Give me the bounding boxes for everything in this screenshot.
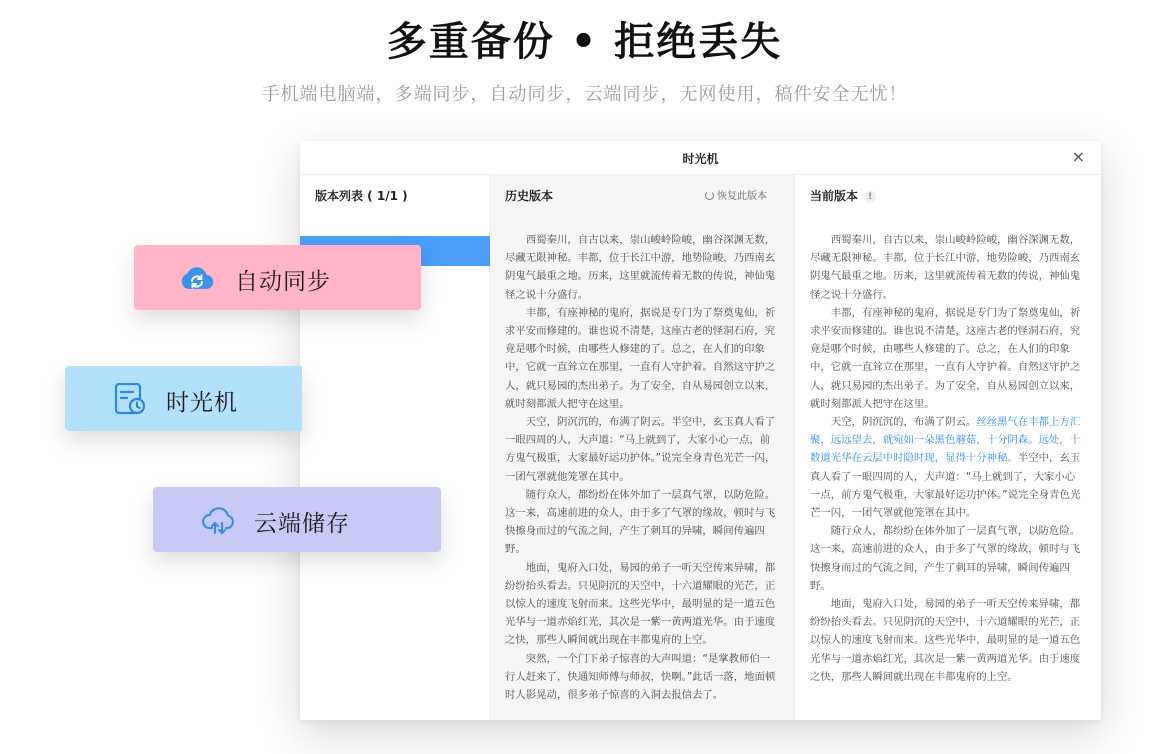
current-paragraph (810, 413, 1082, 522)
cloud-upload-icon (201, 504, 237, 536)
cloud-storage-label: 云端储存 (254, 511, 350, 537)
current-version-title-row (810, 187, 876, 204)
paragraph-text: 天空，阴沉沉的，布满了阴云。 (830, 416, 977, 429)
restore-version-button[interactable] (705, 187, 767, 202)
hero-subtitle: 手机端电脑端，多端同步，自动同步，云端同步，无网使用，稿件安全无忧！ (261, 84, 908, 105)
history-version-pane (490, 175, 795, 720)
time-machine-icon (112, 383, 148, 415)
changed-text-highlight: 丝丝黑气在丰都上方汇聚，远远望去，就宛如一朵黑色蘑菇，十分阴森。远处，十数道光华在云层中时隐时现，显得十分神秘。 (810, 416, 1081, 465)
current-paragraph: 随行众人，都纷纷在体外加了一层真气罩，以防危险。这一来，高速前进的众人，由于多了气罩的缘故，顿时与飞快擦身而过的气流之间，产生了刺耳的异啸，瞬间传遍四野。 (810, 525, 1081, 592)
restore-version-label: 恢复此版本 (717, 191, 767, 202)
info-icon[interactable]: ! (864, 191, 876, 203)
paragraph-text: 半空中，玄玉真人看了一眼四周的人，大声道：“马上就到了，大家小心一点，前方鬼气极重，大家最好运功护体。”说完全身青色光芒一闪，一团气罩就他笼罩在其中。 (810, 452, 1081, 520)
history-version-title: 历史版本 (505, 189, 554, 203)
history-paragraph: 地面，鬼府入口处，易园的弟子一听天空传来异啸，都纷纷抬头看去。只见阴沉的天空中，十六道耀眼的光芒，正以惊人的速度飞射而来。这些光华中，最明显的是一道五色光华与一道赤焰红光，其次是一紫一黄两道光华。由于速度之快，那些人瞬间就出现在丰都鬼府的上空。 (505, 561, 776, 647)
window-titlebar (300, 141, 1101, 175)
window-title: 时光机 (682, 152, 719, 166)
cloud-storage-card[interactable] (153, 487, 441, 552)
current-version-title: 当前版本 (810, 189, 859, 203)
current-paragraph: 地面，鬼府入口处，易园的弟子一听天空传来异啸，都纷纷抬头看去。只见阴沉的天空中，十六道耀眼的光芒，正以惊人的速度飞射而来。这些光华中，最明显的是一道五色光华与一道赤焰红光，其次是一紫一黄两道光华。由于速度之快，那些人瞬间就出现在丰都鬼府的上空。 (810, 598, 1081, 683)
hero-title: 多重备份 • 拒绝丢失 (386, 19, 783, 65)
history-paragraph: 突然，一个门下弟子惊喜的大声叫道：“是掌教师伯一行人赶来了，快通知师傅与师叔，快啊。”此话一落，地面顿时人影晃动，很多弟子惊喜的入洞去报信去了。 (505, 652, 776, 702)
current-paragraph: 丰都，有座神秘的鬼府，据说是专门为了祭奠鬼仙，祈求平安而修建的。谁也说不清楚，这座古老的怪洞石府，究竟是哪个时候，由哪些人修建的了。总之，在人们的印象中，它就一直耸立在那里，一直有人守护着。自然这守护之人，就只易园的杰出弟子。为了安全，自从易园创立以来，就时刻都派人把守在这里。 (810, 306, 1081, 410)
time-machine-window (300, 141, 1101, 720)
history-paragraph: 西蜀秦川，自古以来，崇山峻岭险峻，幽谷深渊无数，尽藏无限神秘。丰都，位于长江中游，地势险峻，乃西南玄阴鬼气最重之地。历来，这里就流传着无数的传说，神仙鬼怪之说十分盛行。 (505, 234, 776, 301)
auto-sync-card[interactable] (134, 245, 421, 310)
restore-icon (705, 191, 714, 200)
history-paragraph: 天空，阴沉沉的，布满了阴云。半空中，玄玉真人看了一眼四周的人，大声道：“马上就到了，大家小心一点，前方鬼气极重，大家最好运功护体。”说完全身青色光芒一闪，一团气罩就他笼罩在其中。 (505, 416, 776, 483)
current-document-text (810, 231, 1082, 686)
close-icon[interactable]: × (1071, 147, 1085, 166)
cloud-sync-icon (179, 262, 215, 294)
time-machine-label: 时光机 (166, 390, 238, 416)
history-document-text (505, 231, 777, 704)
current-paragraph: 西蜀秦川，自古以来，崇山峻岭险峻，幽谷深渊无数，尽藏无限神秘。丰都，位于长江中游，地势险峻，乃西南玄阴鬼气最重之地。历来，这里就流传着无数的传说，神仙鬼怪之说十分盛行。 (810, 234, 1081, 301)
current-version-pane (795, 175, 1101, 720)
version-list-title: 版本列表 ( 1/1 ) (315, 189, 408, 203)
history-paragraph: 随行众人，都纷纷在体外加了一层真气罩，以防危险。这一来，高速前进的众人，由于多了气罩的缘故，顿时与飞快擦身而过的气流之间，产生了刺耳的异啸，瞬间传遍四野。 (505, 488, 776, 556)
auto-sync-label: 自动同步 (235, 269, 331, 295)
history-paragraph: 丰都，有座神秘的鬼府，据说是专门为了祭奠鬼仙，祈求平安而修建的。谁也说不清楚，这座古老的怪洞石府，究竟是哪个时候，由哪些人修建的了。总之，在人们的印象中，它就一直耸立在那里，一直有人守护着。自然这守护之人，就只易园的杰出弟子。为了安全，自从易园创立以来，就时刻都派人把守在这里。 (505, 306, 776, 410)
time-machine-card[interactable] (65, 366, 302, 431)
